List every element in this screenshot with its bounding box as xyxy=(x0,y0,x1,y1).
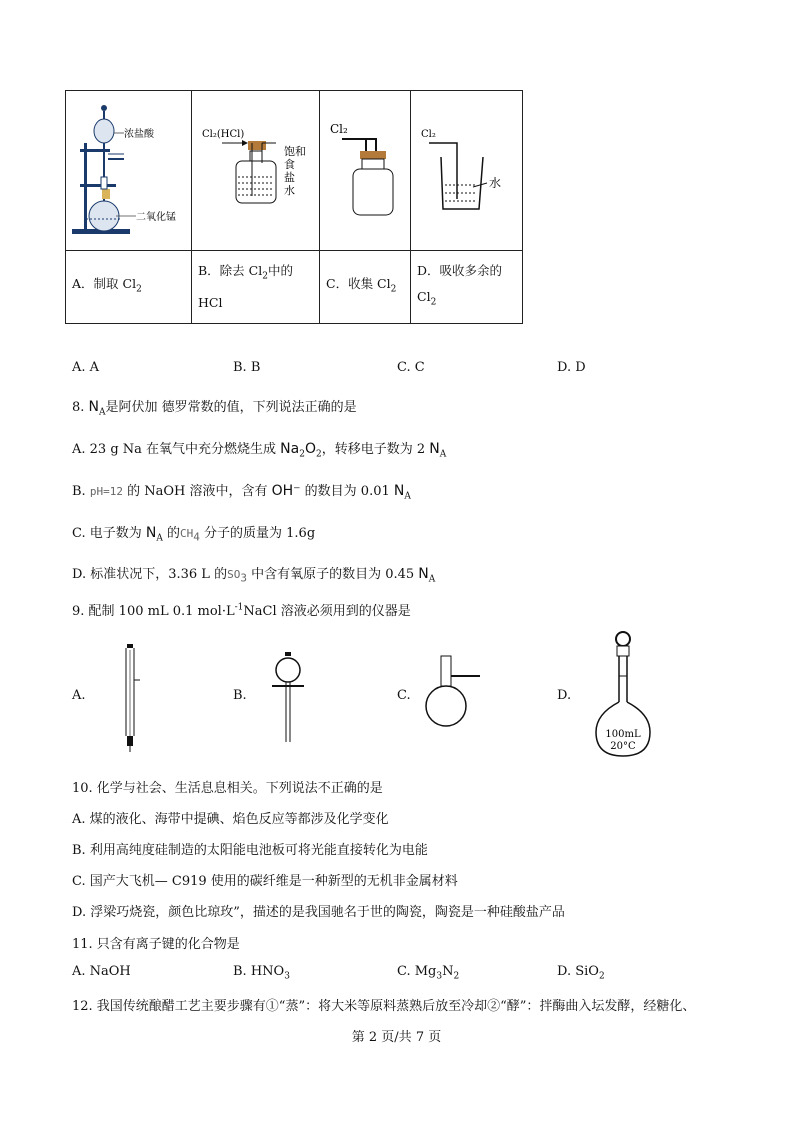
q11-option-a[interactable]: A. NaOH xyxy=(72,964,131,979)
q7-option-a[interactable]: A. A xyxy=(72,360,100,375)
label-cl2: Cl₂ xyxy=(330,122,348,136)
q9-option-b[interactable]: B. xyxy=(233,688,247,703)
caption-c: C．收集 $Cl_2$ xyxy=(320,251,411,324)
q11-option-d[interactable]: D. SiO$_2$ xyxy=(557,964,605,982)
separatory-funnel-icon xyxy=(268,650,308,750)
page-footer: 第 2 页/共 7 页 xyxy=(351,1030,442,1045)
label-water-d: 水 xyxy=(489,176,502,190)
q8-option-d[interactable]: D. 标准状况下，3.36 L 的$SO_3$ 中含有氧原子的数目为 0.45 $N_A$ xyxy=(72,566,436,585)
label-saturated: 饱和 xyxy=(284,145,306,158)
volumetric-flask-icon xyxy=(590,630,660,760)
q10-option-b[interactable]: B. 利用高纯度硅制造的太阳能电池板可将光能直接转化为电能 xyxy=(72,843,428,858)
apparatus-d-image xyxy=(411,91,523,251)
apparatus-table xyxy=(65,90,523,324)
apparatus-c-image xyxy=(320,91,411,251)
gas-washing-bottle-drawing xyxy=(192,91,319,247)
q9-stem: 9. 配制 100 mL 0.1 $mol\cdot L^{-1}NaCl$ 溶液必须用到的仪器是 xyxy=(72,602,411,619)
q10-option-c[interactable]: C. 国产大飞机— C919 使用的碳纤维是一种新型的无机非金属材料 xyxy=(72,874,458,889)
label-cl2-d: Cl₂ xyxy=(421,129,436,140)
q8-stem: 8. $N_A$是阿伏加 德罗常数的值，下列说法正确的是 xyxy=(72,399,357,418)
caption-a: A．制取 $Cl_2$ xyxy=(66,251,192,324)
label-shui: 水 xyxy=(284,184,295,197)
q12-stem: 12. 我国传统酿醋工艺主要步骤有①“蒸”：将大米等原料蒸熟后放至冷却②“酵”：拌酶曲入坛发酵，经糖化、 xyxy=(72,999,696,1014)
apparatus-b-image xyxy=(192,91,320,251)
gas-absorption-beaker-drawing xyxy=(411,91,522,247)
chlorine-generator-drawing xyxy=(66,91,191,247)
caption-d: D．吸收多余的 $Cl_2$ xyxy=(411,251,523,324)
q7-option-d[interactable]: D. D xyxy=(557,360,586,375)
caption-b: B．除去 $Cl_2$中的 HCl xyxy=(192,251,320,324)
label-mno2: 二氧化锰 xyxy=(136,212,176,223)
distillation-flask-icon xyxy=(420,654,490,734)
flask-temp-label: 20°C xyxy=(610,741,636,752)
burette-icon xyxy=(112,640,152,755)
label-conc-hcl: 浓盐酸 xyxy=(124,129,154,140)
q9-option-c[interactable]: C. xyxy=(397,688,411,703)
q11-option-b[interactable]: B. $HNO_3$ xyxy=(233,964,290,982)
q9-option-a[interactable]: A. xyxy=(72,688,86,703)
q9-option-d[interactable]: D. xyxy=(557,688,572,703)
q10-stem: 10. 化学与社会、生活息息相关。下列说法不正确的是 xyxy=(72,781,383,796)
q8-option-a[interactable]: A. 23 g Na 在氧气中充分燃烧生成 $Na_2O_2$，转移电子数为 2 $N_A$ xyxy=(72,441,447,460)
q8-option-c[interactable]: C. 电子数为 $N_A$ 的$CH_4$ 分子的质量为 1.6g xyxy=(72,525,316,544)
q10-option-d[interactable]: D. 浮梁巧烧瓷，颜色比琼玫”，描述的是我国驰名于世的陶瓷，陶瓷是一种硅酸盐产品 xyxy=(72,905,565,920)
q7-option-c[interactable]: C. C xyxy=(397,360,425,375)
apparatus-a-image xyxy=(66,91,192,251)
q7-option-b[interactable]: B. B xyxy=(233,360,261,375)
q10-option-a[interactable]: A. 煤的液化、海带中提碘、焰色反应等都涉及化学变化 xyxy=(72,812,389,827)
q11-option-c[interactable]: C. $Mg_3N_2$ xyxy=(397,964,460,982)
label-shi: 食 xyxy=(284,158,295,171)
q11-stem: 11. 只含有离子键的化合物是 xyxy=(72,937,240,952)
flask-volume-label: 100mL xyxy=(605,729,641,740)
q8-option-b[interactable]: B. pH=12 的 NaOH 溶液中，含有 OH⁻ 的数目为 0.01 $N_A$ xyxy=(72,483,411,502)
gas-collection-bottle-drawing xyxy=(320,91,410,247)
label-yan: 盐 xyxy=(284,171,295,184)
label-cl2-hcl: Cl₂(HCl) xyxy=(202,129,245,140)
